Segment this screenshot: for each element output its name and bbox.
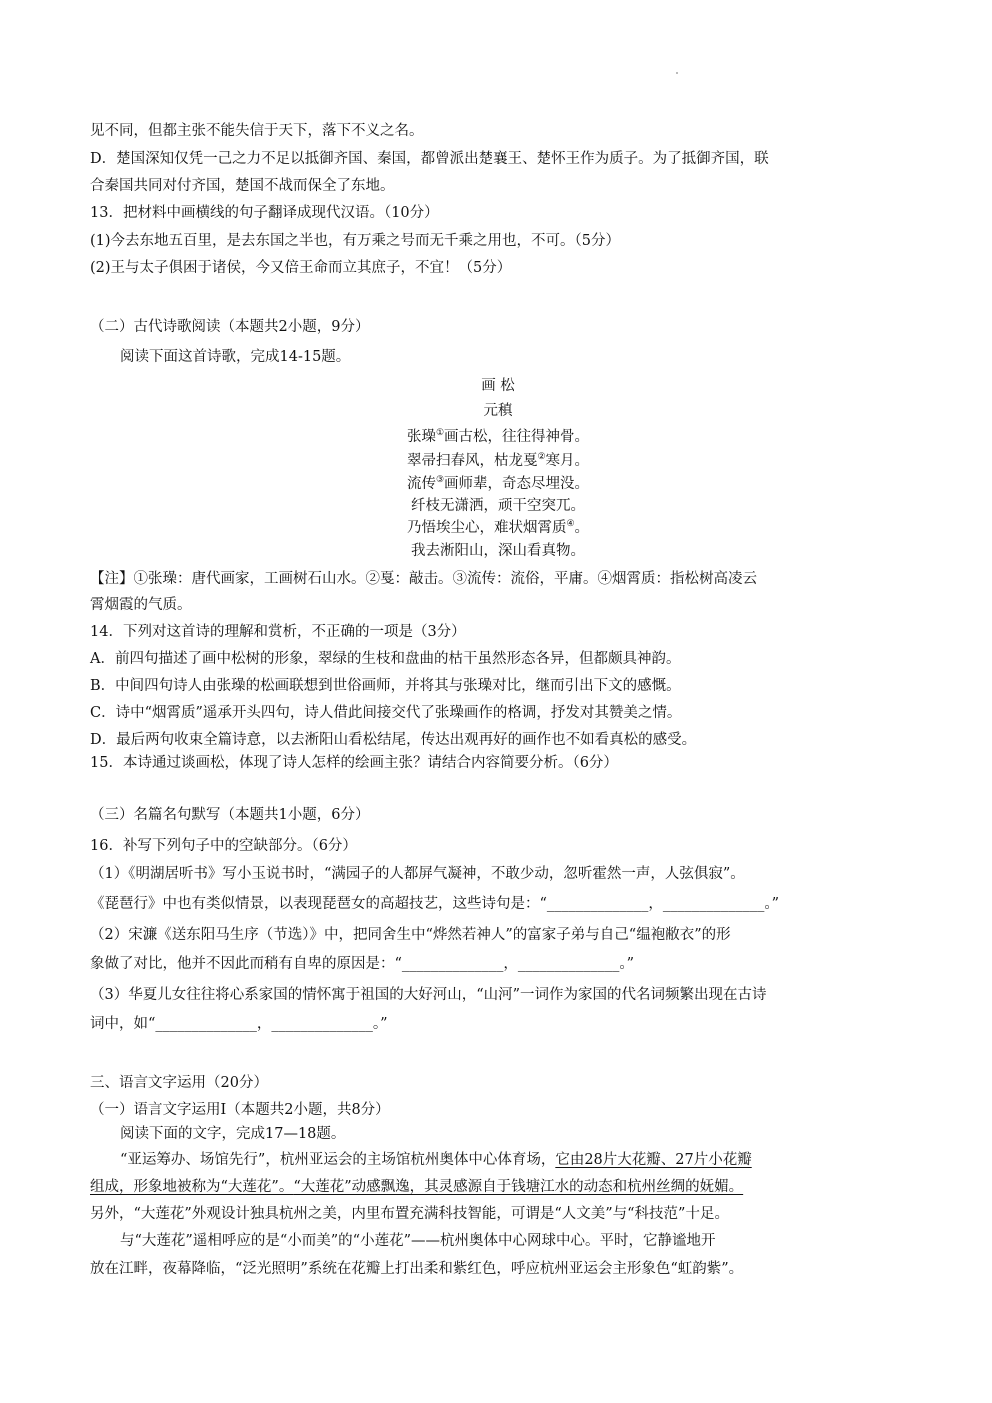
part-heading: 三、语言文字运用（20分） [90,1075,268,1091]
page-speck [676,72,678,74]
option-d: D．最后两句收束全篇诗意，以去淅阳山看松结尾，传达出观再好的画作也不如看真松的感受。 [90,732,697,748]
underlined-sentence: 它由28片大花瓣、27片小花瓣 [555,1152,752,1168]
question-14: 14．下列对这首诗的理解和赏析，不正确的一项是（3分） [90,624,466,640]
poem-notes: 【注】①张璪：唐代画家，工画树石山水。②戛：敲击。③流传：流俗，平庸。④烟霄质：指松树高凌云 [90,571,757,587]
text-line: 见不同，但都主张不能失信于天下，落下不义之名。 [90,123,424,139]
question-16-3: （3）华夏儿女往往将心系家国的情怀寓于祖国的大好河山，“山河”一词作为家国的代名词频繁出现在古诗 [90,987,767,1003]
poem-line: 我去淅阳山，深山看真物。 [411,543,585,559]
poem-author: 元稹 [483,403,513,419]
question-16-2-blanks: 象做了对比，他并不因此而稍有自卑的原因是：“______________，______________。” [90,956,635,972]
option-c: C．诗中“烟霄质”遥承开头四句，诗人借此间接交代了张璪画作的格调，抒发对其赞美之情。 [90,705,682,721]
section-heading: （三）名篇名句默写（本题共1小题，6分） [90,807,370,823]
question-16-1-blanks: 《琵琶行》中也有类似情景，以表现琵琶女的高超技艺，这些诗句是：“______________，______________。” [90,896,780,912]
question-13-1: (1)今去东地五百里，是去东国之半也，有万乘之号而无千乘之用也，不可。（5分） [90,233,621,249]
poem-notes: 霄烟霞的气质。 [90,597,192,613]
poem-line: 流传③画师辈，奇态尽埋没。 [406,475,590,492]
poem-line: 乃悟埃尘心，难状烟霄质④。 [406,519,590,536]
option-b: B．中间四句诗人由张璪的松画联想到世俗画师，并将其与张璪对比，继而引出下文的感慨。 [90,678,681,694]
poem-line: 纤枝无潇洒，顽干空突兀。 [411,498,585,514]
instruction: 阅读下面这首诗歌，完成14-15题。 [120,349,351,365]
question-16: 16．补写下列句子中的空缺部分。（6分） [90,838,357,854]
passage-line [90,1177,906,1197]
passage-line: 另外，“大莲花”外观设计独具杭州之美，内里布置充满科技智能，可谓是“人文美”与“科技范”十足。 [90,1206,729,1222]
section-heading: （二）古代诗歌阅读（本题共2小题，9分） [90,319,370,335]
passage-line: “亚运筹办、场馆先行”，杭州亚运会的主场馆杭州奥体中心体育场，它由28片大花瓣、27片小花瓣 [120,1152,752,1168]
underlined-sentence: 组成，形象地被称为“大莲花”。 [90,1179,294,1195]
poem-line: 翠帚扫春风，枯龙戛②寒月。 [406,452,590,469]
text-line: 合秦国共同对付齐国，楚国不战而保全了东地。 [90,178,395,194]
question-15: 15．本诗通过谈画松，体现了诗人怎样的绘画主张？请结合内容简要分析。（6分） [90,755,618,771]
underlined-sentence: “大莲花”动感飘逸，其灵感源自于钱塘江水的动态和杭州丝绸的妩媚。 [293,1179,744,1195]
poem-title: 画 松 [481,378,515,394]
question-13: 13．把材料中画横线的句子翻译成现代汉语。（10分） [90,205,439,221]
passage-line: 放在江畔，夜幕降临，“泛光照明”系统在花瓣上打出柔和紫红色，呼应杭州亚运会主形象色“虹韵紫”。 [90,1261,744,1277]
passage-line: 与“大莲花”遥相呼应的是“小而美”的“小莲花”——杭州奥体中心网球中心。平时，它静谧地开 [120,1233,716,1249]
option-a: A．前四句描述了画中松树的形象，翠绿的生枝和盘曲的枯干虽然形态各异，但都颇具神韵。 [90,651,681,667]
text-line: D．楚国深知仅凭一己之力不足以抵御齐国、秦国，都曾派出楚襄王、楚怀王作为质子。为了抵御齐国，联 [90,151,769,167]
question-13-2: (2)王与太子俱困于诸侯，今又倍王命而立其庶子，不宜！（5分） [90,260,512,276]
question-16-3-blanks: 词中，如“______________，______________。” [90,1016,388,1032]
poem-line: 张璪①画古松，往往得神骨。 [406,428,590,445]
section-heading: （一）语言文字运用Ⅰ（本题共2小题，共8分） [90,1102,390,1118]
instruction: 阅读下面的文字，完成17—18题。 [120,1126,346,1142]
question-16-2: （2）宋濂《送东阳马生序（节选）》中，把同舍生中“烨然若神人”的富家子弟与自己“缊袍敝衣”的形 [90,927,731,943]
question-16-1: （1）《明湖居听书》写小玉说书时，“满园子的人都屏气凝神，不敢少动，忽听霍然一声，人弦俱寂”。 [90,866,745,882]
